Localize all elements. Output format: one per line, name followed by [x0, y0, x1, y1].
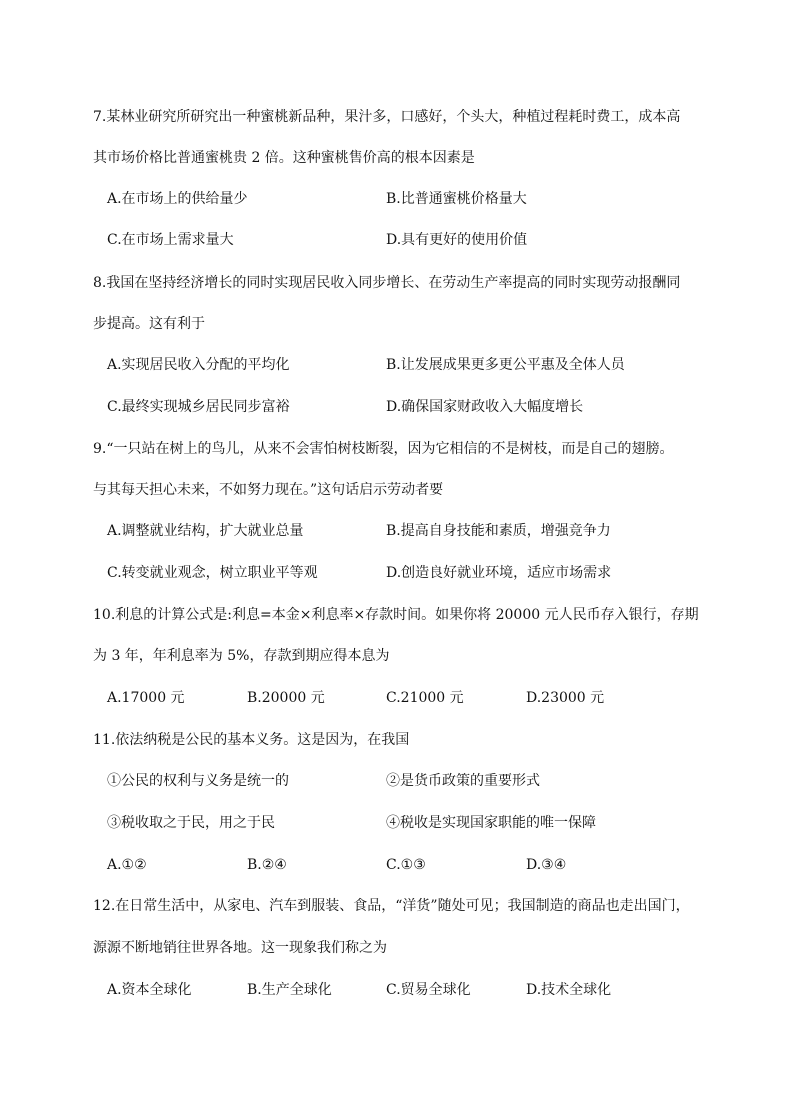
q12-option-b: B.生产全球化 — [247, 982, 332, 998]
q12-option-a: A.资本全球化 — [107, 982, 192, 998]
q9-option-d: D.创造良好就业环境，适应市场需求 — [386, 565, 612, 581]
q7-option-a: A.在市场上的供给量少 — [107, 191, 248, 207]
q7-option-b: B.比普通蜜桃价格量大 — [386, 191, 527, 207]
q11-statement-3: ③税收取之于民，用之于民 — [107, 815, 275, 831]
q10-option-c: C.21000 元 — [386, 690, 464, 706]
q9-option-c: C.转变就业观念，树立职业平等观 — [107, 565, 318, 581]
q11-option-c: C.①③ — [386, 857, 426, 873]
q12-option-c: C.贸易全球化 — [386, 982, 471, 998]
q9-option-b: B.提高自身技能和素质，增强竞争力 — [386, 523, 611, 539]
q12-option-d: D.技术全球化 — [526, 982, 612, 998]
q12-stem-line1: 12.在日常生活中，从家电、汽车到服装、食品，“洋货”随处可见；我国制造的商品也走出国门， — [93, 898, 690, 914]
q8-option-b: B.让发展成果更多更公平惠及全体人员 — [386, 357, 625, 373]
q7-stem-line1: 7.某林业研究所研究出一种蜜桃新品种，果汁多，口感好，个头大，种植过程耗时费工，成本高 — [93, 109, 681, 125]
q10-option-a: A.17000 元 — [107, 690, 185, 706]
q10-option-b: B.20000 元 — [247, 690, 325, 706]
q10-option-d: D.23000 元 — [526, 690, 605, 706]
q11-statement-4: ④税收是实现国家职能的唯一保障 — [386, 815, 596, 831]
q8-option-c: C.最终实现城乡居民同步富裕 — [107, 399, 290, 415]
q9-stem-line1: 9.“一只站在树上的鸟儿，从来不会害怕树枝断裂，因为它相信的不是树枝，而是自己的翅膀。 — [93, 441, 674, 457]
q8-stem-line2: 步提高。这有利于 — [93, 316, 205, 332]
q8-stem-line1: 8.我国在坚持经济增长的同时实现居民收入同步增长、在劳动生产率提高的同时实现劳动报酬同 — [93, 275, 681, 291]
q9-stem-line2: 与其每天担心未来，不如努力现在。”这句话启示劳动者要 — [93, 482, 444, 498]
q11-stem-line1: 11.依法纳税是公民的基本义务。这是因为，在我国 — [93, 732, 410, 748]
q9-option-a: A.调整就业结构，扩大就业总量 — [107, 523, 304, 539]
q11-option-a: A.①② — [107, 857, 147, 873]
q7-stem-line2: 其市场价格比普通蜜桃贵 2 倍。这种蜜桃售价高的根本因素是 — [93, 150, 475, 166]
q8-option-a: A.实现居民收入分配的平均化 — [107, 357, 290, 373]
q7-option-c: C.在市场上需求量大 — [107, 232, 234, 248]
q11-statement-2: ②是货币政策的重要形式 — [386, 773, 540, 789]
q10-stem-line2: 为 3 年，年利息率为 5%，存款到期应得本息为 — [93, 648, 390, 664]
q11-option-b: B.②④ — [247, 857, 287, 873]
q11-option-d: D.③④ — [526, 857, 567, 873]
q12-stem-line2: 源源不断地销往世界各地。这一现象我们称之为 — [93, 940, 387, 956]
q8-option-d: D.确保国家财政收入大幅度增长 — [386, 399, 584, 415]
q7-option-d: D.具有更好的使用价值 — [386, 232, 528, 248]
q11-statement-1: ①公民的权利与义务是统一的 — [107, 773, 289, 789]
q10-stem-line1: 10.利息的计算公式是:利息=本金×利息率×存款时间。如果你将 20000 元人民币存入银行，存期 — [93, 607, 699, 623]
